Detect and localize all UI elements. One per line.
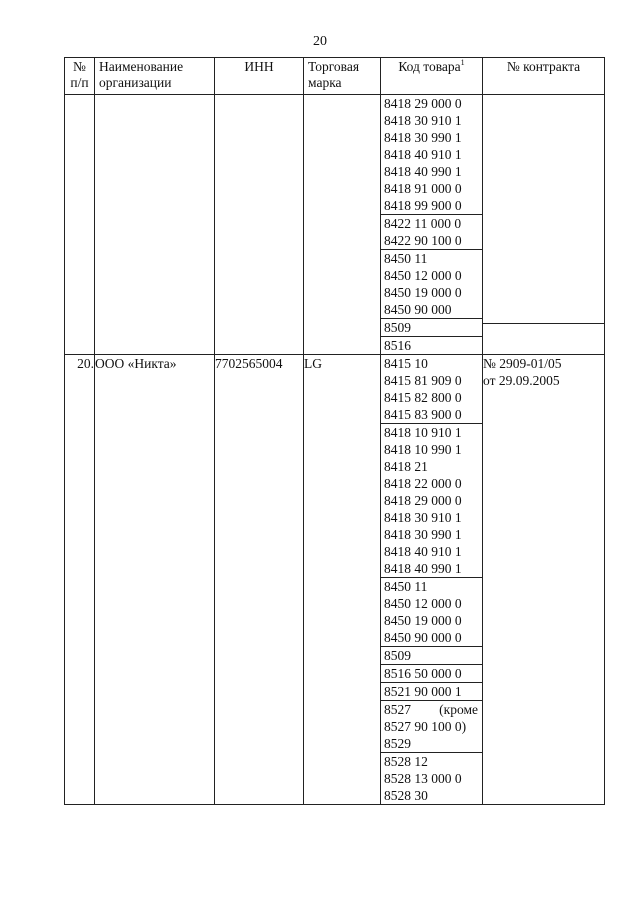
- table-row-20: [65, 355, 605, 805]
- cell-org-name: [95, 95, 215, 355]
- code-line: 8418 40 990 1: [384, 164, 462, 179]
- header-inn: ИНН: [215, 58, 304, 95]
- header-contract: № контракта: [483, 58, 605, 95]
- code-line: 8529: [384, 736, 411, 751]
- cell-codes: [381, 95, 483, 355]
- header-trademark-line1: Торговая: [308, 59, 360, 74]
- code-group: [381, 95, 482, 215]
- code-line: 8528 30: [384, 788, 428, 803]
- code-group: [381, 665, 482, 683]
- code-line-with-note: [381, 701, 482, 718]
- header-org-line1: Наименование: [99, 59, 184, 74]
- code-line: 8418 40 910 1: [384, 147, 462, 162]
- code-line: 8422 90 100 0: [384, 233, 462, 248]
- code-line: 8418 21: [384, 459, 428, 474]
- code-line: 8450 11: [384, 579, 428, 594]
- header-num: [65, 58, 95, 95]
- code-line: 8418 99 900 0: [384, 198, 462, 213]
- code-line: 8516: [384, 338, 411, 353]
- code-line: 8450 19 000 0: [384, 285, 462, 300]
- code-line: 8418 22 000 0: [384, 476, 462, 491]
- table-header-row: [65, 58, 605, 95]
- code-line: 8528 12: [384, 754, 428, 769]
- cell-inn: [215, 95, 304, 355]
- cell-org-name: ООО «Никта»: [95, 355, 215, 805]
- code-line: 8450 19 000 0: [384, 613, 462, 628]
- code-line: 8450 90 000: [384, 302, 452, 317]
- code-line: 8415 81 909 0: [384, 373, 462, 388]
- code-line: 8450 11: [384, 251, 428, 266]
- code-line: 8418 30 910 1: [384, 113, 462, 128]
- header-trademark-line2: марка: [308, 75, 342, 90]
- code-group: [381, 753, 482, 804]
- code-group: [381, 337, 482, 354]
- code-line: 8450 90 000 0: [384, 630, 462, 645]
- code-line: 8418 30 910 1: [384, 510, 462, 525]
- code-group: [381, 578, 482, 647]
- code-line: 8418 29 000 0: [384, 493, 462, 508]
- header-org-name: [95, 58, 215, 95]
- cell-codes: [381, 355, 483, 805]
- code-group: [381, 355, 482, 424]
- contract-number: № 2909-01/05: [483, 356, 562, 371]
- code-line: 8415 10: [384, 356, 428, 371]
- header-num-line1: №: [73, 59, 86, 74]
- header-code: [381, 58, 483, 95]
- cell-inn: 7702565004: [215, 355, 304, 805]
- code-line: 8516 50 000 0: [384, 666, 462, 681]
- code-line: 8418 30 990 1: [384, 130, 462, 145]
- code-line: 8415 83 900 0: [384, 407, 462, 422]
- code-line: 8521 90 000 1: [384, 684, 462, 699]
- contract-stub: [483, 95, 604, 324]
- code-line: 8418 91 000 0: [384, 181, 462, 196]
- header-num-line2: п/п: [70, 75, 89, 90]
- cell-num: 20.: [65, 355, 95, 805]
- code-line: 8418 40 990 1: [384, 561, 462, 576]
- registry-table: [64, 57, 605, 805]
- code-line: 8509: [384, 648, 411, 663]
- code-group: [381, 683, 482, 701]
- contract-date: от 29.09.2005: [483, 373, 560, 388]
- header-trademark: [304, 58, 381, 95]
- cell-trademark: [304, 95, 381, 355]
- code-group: [381, 647, 482, 665]
- code-line: 8418 29 000 0: [384, 96, 462, 111]
- code-group: [381, 701, 482, 753]
- code-line: 8422 11 000 0: [384, 216, 462, 231]
- code-line: 8450 12 000 0: [384, 596, 462, 611]
- table-row-continuation: [65, 95, 605, 355]
- code-line: 8509: [384, 320, 411, 335]
- header-code-footnote: 1: [460, 58, 465, 67]
- cell-contract: [483, 355, 605, 805]
- page-number: 20: [313, 34, 327, 49]
- code-text: 8527: [384, 702, 411, 717]
- code-line: 8450 12 000 0: [384, 268, 462, 283]
- cell-contract: [483, 95, 605, 355]
- code-group: [381, 215, 482, 250]
- code-line: 8527 90 100 0): [384, 719, 467, 734]
- code-group: [381, 319, 482, 337]
- code-note: (кроме: [439, 702, 478, 717]
- code-line: 8418 10 990 1: [384, 442, 462, 457]
- code-group: [381, 250, 482, 319]
- header-org-line2: организации: [99, 75, 172, 90]
- code-group: [381, 424, 482, 578]
- code-line: 8528 13 000 0: [384, 771, 462, 786]
- code-line: 8415 82 800 0: [384, 390, 462, 405]
- code-line: 8418 40 910 1: [384, 544, 462, 559]
- cell-num: [65, 95, 95, 355]
- cell-trademark: LG: [304, 355, 381, 805]
- code-line: 8418 30 990 1: [384, 527, 462, 542]
- code-line: 8418 10 910 1: [384, 425, 462, 440]
- header-code-label: Код товара: [398, 59, 461, 74]
